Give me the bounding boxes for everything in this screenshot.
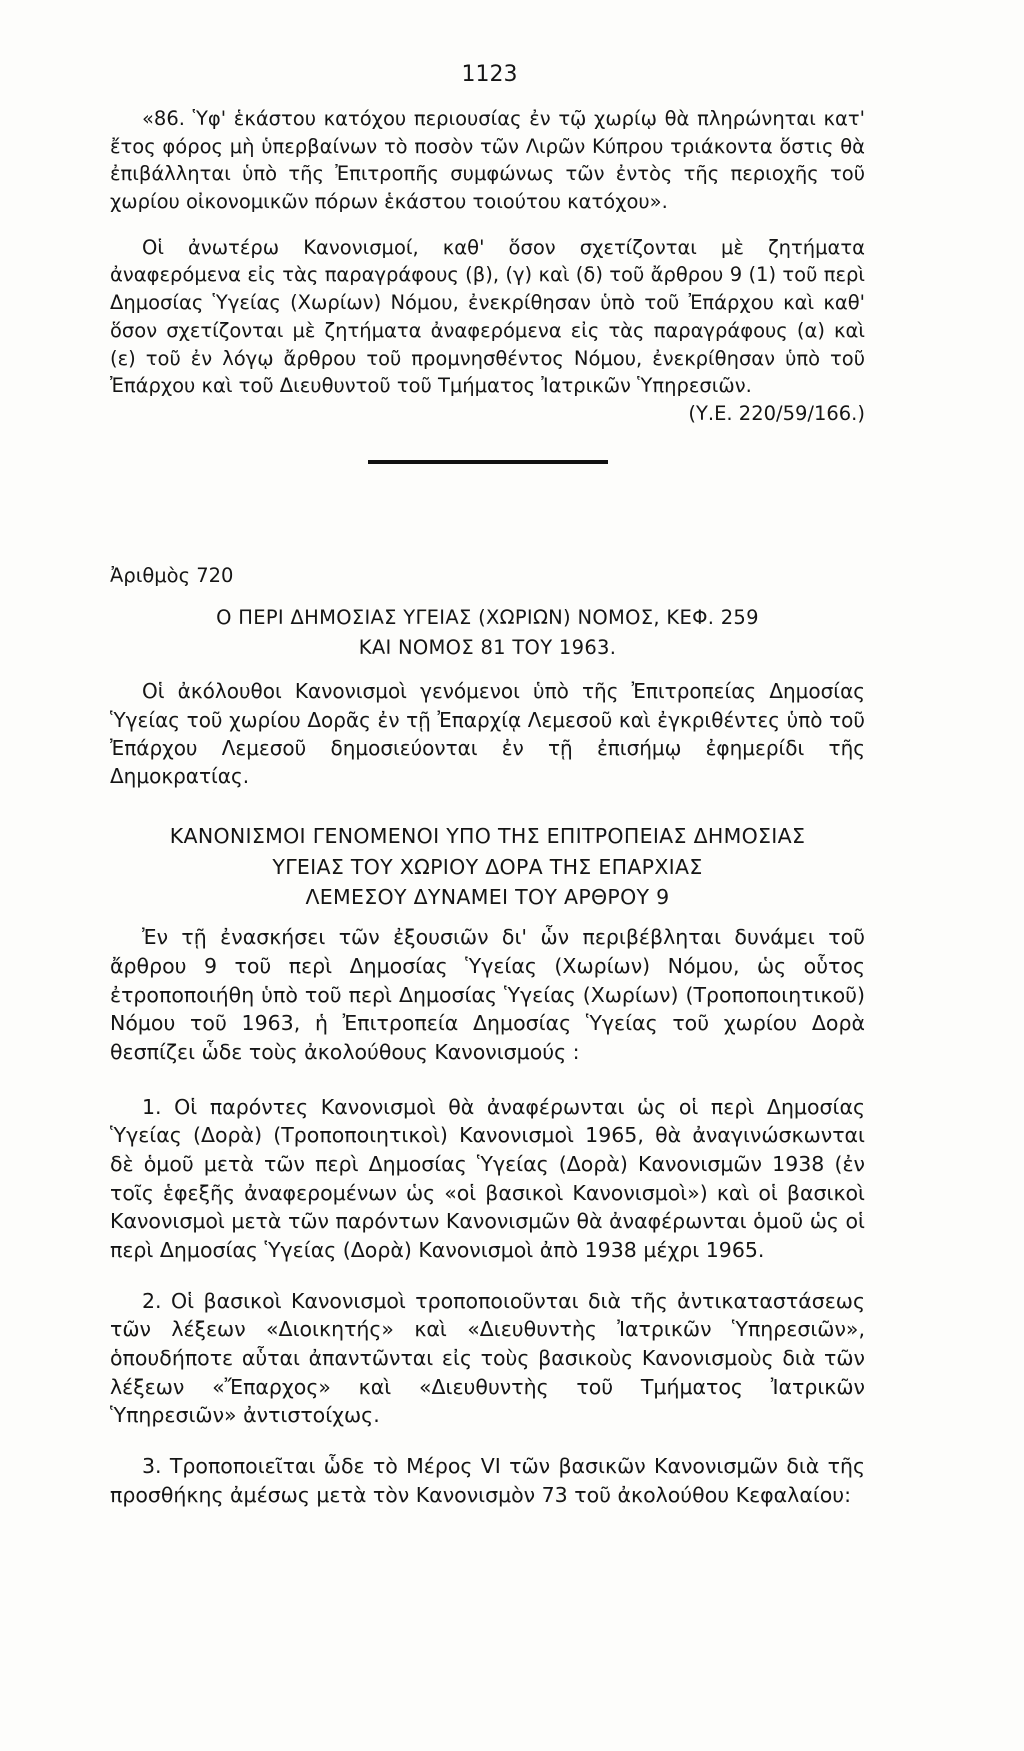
regulation-2: 2. Οἱ βασικοὶ Κανονισμοὶ τροποποιοῦνται διὰ τῆς ἀντικαταστάσεως τῶν λέξεων «Διοικητής» καὶ «Διευθυντὴς Ἰατρικῶν Ὑπηρεσιῶν», ὁπουδήποτε αὗται ἀπαντῶνται εἰς τοὺς βασικοὺς Κανονισμοὺς διὰ τῶν λέξεων «Ἔπαρχος» καὶ «Διευθυντὴς τοῦ Τμήματος Ἰατρικῶν Ὑπηρεσιῶν» ἀντιστοίχως. xyxy=(110,1288,865,1428)
law-title-line-2: ΚΑΙ ΝΟΜΟΣ 81 ΤΟΥ 1963. xyxy=(358,636,617,660)
file-reference: (Υ.Ε. 220/59/166.) xyxy=(688,401,865,425)
regulations-heading xyxy=(110,821,865,913)
intro-paragraph: Οἱ ἀκόλουθοι Κανονισμοὶ γενόμενοι ὑπὸ τῆς Ἐπιτροπείας Δημοσίας Ὑγείας τοῦ χωρίου Δορᾶς ἐν τῇ Ἐπαρχίᾳ Λεμεσοῦ καὶ ἐγκριθέντες ὑπὸ τοῦ Ἐπάρχου Λεμεσοῦ δημοσιεύονται ἐν τῇ ἐπισήμῳ ἐφημερίδι τῆς Δημοκρατίας. xyxy=(110,679,865,789)
regulation-1: 1. Οἱ παρόντες Κανονισμοὶ θὰ ἀναφέρωνται ὡς οἱ περὶ Δημοσίας Ὑγείας (Δορὰ) (Τροποποιητικοὶ) Κανονισμοὶ 1965, θὰ ἀναγινώσκωνται δὲ ὁμοῦ μετὰ τῶν περὶ Δημοσίας Ὑγείας (Δορὰ) Κανονισμῶν 1938 (ἐν τοῖς ἑφεξῆς ἀναφερομένων ὡς «οἱ βασικοὶ Κανονισμοὶ») καὶ οἱ βασικοὶ Κανονισμοὶ μετὰ τῶν παρόντων Κανονισμῶν θὰ ἀναφέρωνται ὁμοῦ ὡς οἱ περὶ Δημοσίας Ὑγείας (Δορὰ) Κανονισμοὶ ἀπὸ 1938 μέχρι 1965. xyxy=(110,1094,865,1262)
page-number: 1123 xyxy=(461,62,518,87)
document-page xyxy=(110,62,865,1532)
regulations-heading-line-1: ΚΑΝΟΝΙΣΜΟΙ ΓΕΝΟΜΕΝΟΙ ΥΠΟ ΤΗΣ ΕΠΙΤΡΟΠΕΙΑΣ ΔΗΜΟΣΙΑΣ xyxy=(169,823,806,848)
law-title-line-1: Ο ΠΕΡΙ ΔΗΜΟΣΙΑΣ ΥΓΕΙΑΣ (ΧΩΡΙΩΝ) ΝΟΜΟΣ, ΚΕΦ. 259 xyxy=(216,605,759,629)
approval-paragraph xyxy=(110,234,865,425)
regulation-86-quote: «86. Ὑφ' ἑκάστου κατόχου περιουσίας ἐν τῷ χωρίῳ θὰ πληρώνηται κατ' ἔτος φόρος μὴ ὑπερβαίνων τὸ ποσὸν τῶν Λιρῶν Κύπρου τριάκοντα ὅστις θὰ ἐπιβάλληται ὑπὸ τῆς Ἐπιτροπῆς συμφώνως τῶν ἐντὸς τῆς περιοχῆς τοῦ χωρίου οἰκονομικῶν πόρων ἑκάστου τοιούτου κατόχου». xyxy=(110,107,865,214)
approval-text: Οἱ ἀνωτέρω Κανονισμοί, καθ' ὅσον σχετίζονται μὲ ζητήματα ἀναφερόμενα εἰς τὰς παραγράφους (β), (γ) καὶ (δ) τοῦ ἄρθρου 9 (1) τοῦ περὶ Δημοσίας Ὑγείας (Χωρίων) Νόμου, ἐνεκρίθησαν ὑπὸ τοῦ Ἐπάρχου καὶ καθ' ὅσον σχετίζονται μὲ ζητήματα ἀναφερόμενα εἰς τὰς παραγράφους (α) καὶ (ε) τοῦ ἐν λόγῳ ἄρθρου τοῦ προμνησθέντος Νόμου, ἐνεκρίθησαν ὑπὸ τοῦ Ἐπάρχου καὶ τοῦ Διευθυντοῦ τοῦ Τμήματος Ἰατρικῶν Ὑπηρεσιῶν. xyxy=(110,235,865,398)
regulations-heading-line-3: ΛΕΜΕΣΟΥ ΔΥΝΑΜΕΙ ΤΟΥ ΑΡΘΡΟΥ 9 xyxy=(305,885,670,910)
enactment-paragraph: Ἐν τῇ ἐνασκήσει τῶν ἐξουσιῶν δι' ὧν περιβέβληται δυνάμει τοῦ ἄρθρου 9 τοῦ περὶ Δημοσίας Ὑγείας (Χωρίων) Νόμου, ὡς οὗτος ἐτροποποιήθη ὑπὸ τοῦ περὶ Δημοσίας Ὑγείας (Χωρίων) (Τροποποιητικοῦ) Νόμου τοῦ 1963, ἡ Ἐπιτροπεία Δημοσίας Ὑγείας τοῦ χωρίου Δορὰ θεσπίζει ὧδε τοὺς ἀκολούθους Κανονισμούς : xyxy=(110,925,865,1064)
notice-number: Ἀριθμὸς 720 xyxy=(110,563,234,587)
section-divider xyxy=(368,460,608,464)
law-title xyxy=(110,603,865,663)
regulations-heading-line-2: ΥΓΕΙΑΣ ΤΟΥ ΧΩΡΙΟΥ ΔΟΡΑ ΤΗΣ ΕΠΑΡΧΙΑΣ xyxy=(272,854,703,879)
regulation-3: 3. Τροποποιεῖται ὧδε τὸ Μέρος VI τῶν βασικῶν Κανονισμῶν διὰ τῆς προσθήκης ἀμέσως μετὰ τὸν Κανονισμὸν 73 τοῦ ἀκολούθου Κεφαλαίου: xyxy=(110,1454,865,1507)
